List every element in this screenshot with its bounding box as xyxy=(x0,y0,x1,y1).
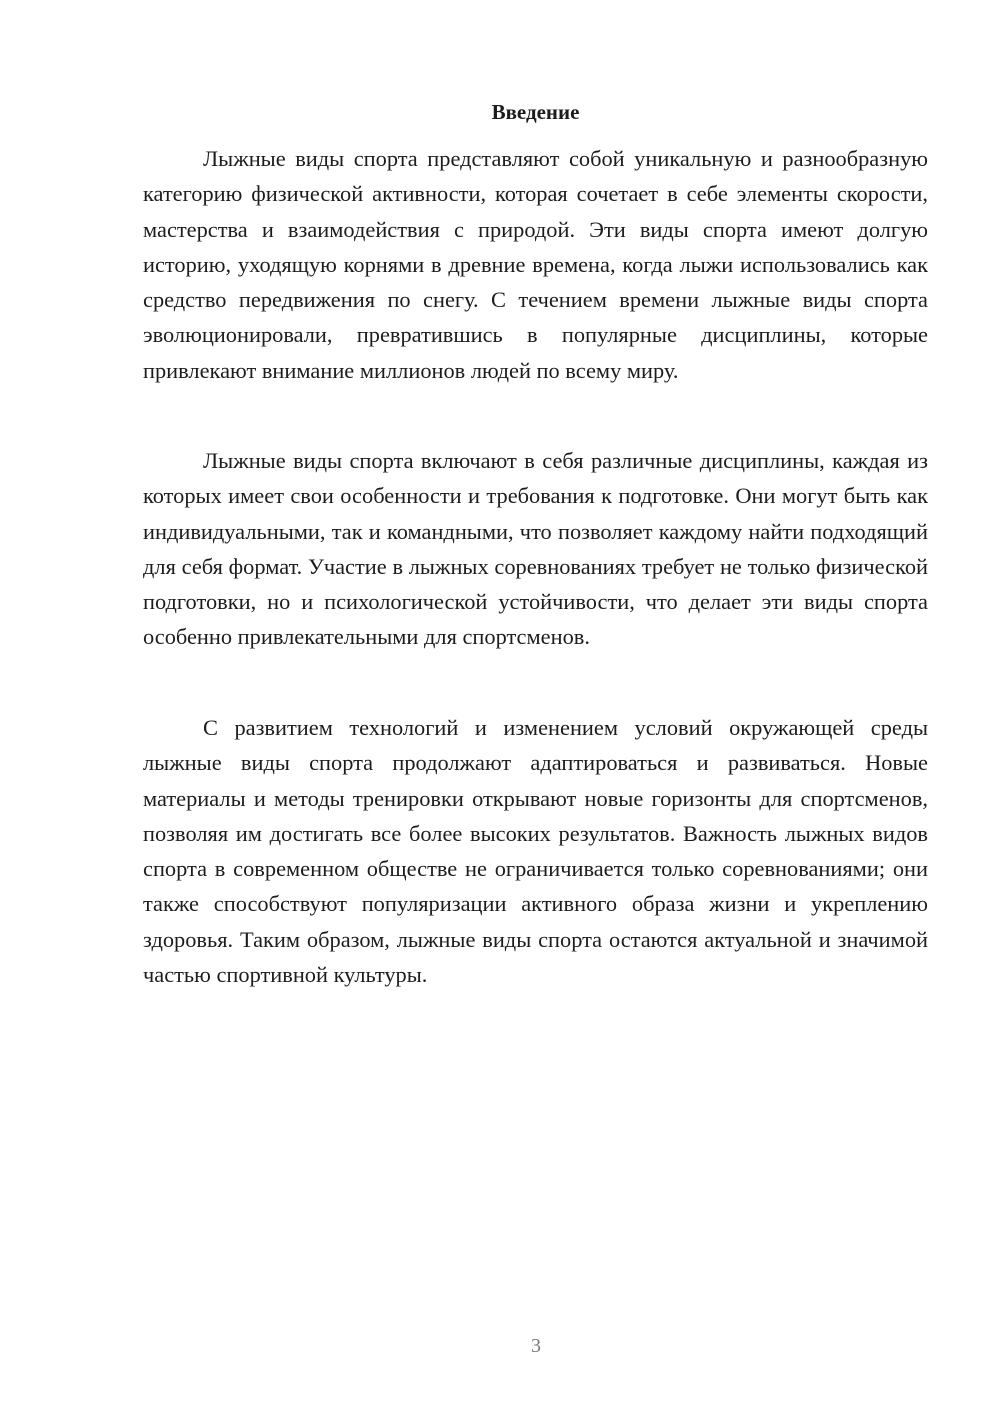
page-number: 3 xyxy=(531,1335,541,1357)
paragraph-3: С развитием технологий и изменением условий окружающей среды лыжные виды спорта продолжают адаптироваться и развиваться. Новые материалы и методы тренировки открывают новые горизонты для спортсменов, позволяя им достигать все более высоких результатов. Важность лыжных видов спорта в современном обществе не ограничивается только соревнованиями; они также способствуют популяризации активного образа жизни и укреплению здоровья. Таким образом, лыжные виды спорта остаются актуальной и значимой частью спортивной культуры. xyxy=(143,715,928,988)
paragraph-1: Лыжные виды спорта представляют собой уникальную и разнообразную категорию физической активности, которая сочетает в себе элементы скорости, мастерства и взаимодействия с природой. Эти виды спорта имеют долгую историю, уходящую корнями в древние времена, когда лыжи использовались как средство передвижения по снегу. С течением времени лыжные виды спорта эволюционировали, превратившись в популярные дисциплины, которые привлекают внимание миллионов людей по всему миру. xyxy=(143,146,928,383)
section-heading: Введение xyxy=(491,100,580,124)
paragraph-2: Лыжные виды спорта включают в себя различные дисциплины, каждая из которых имеет свои особенности и требования к подготовке. Они могут быть как индивидуальными, так и командными, что позволяет каждому найти подходящий для себя формат. Участие в лыжных соревнованиях требует не только физической подготовки, но и психологической устойчивости, что делает эти виды спорта особенно привлекательными для спортсменов. xyxy=(143,448,928,650)
